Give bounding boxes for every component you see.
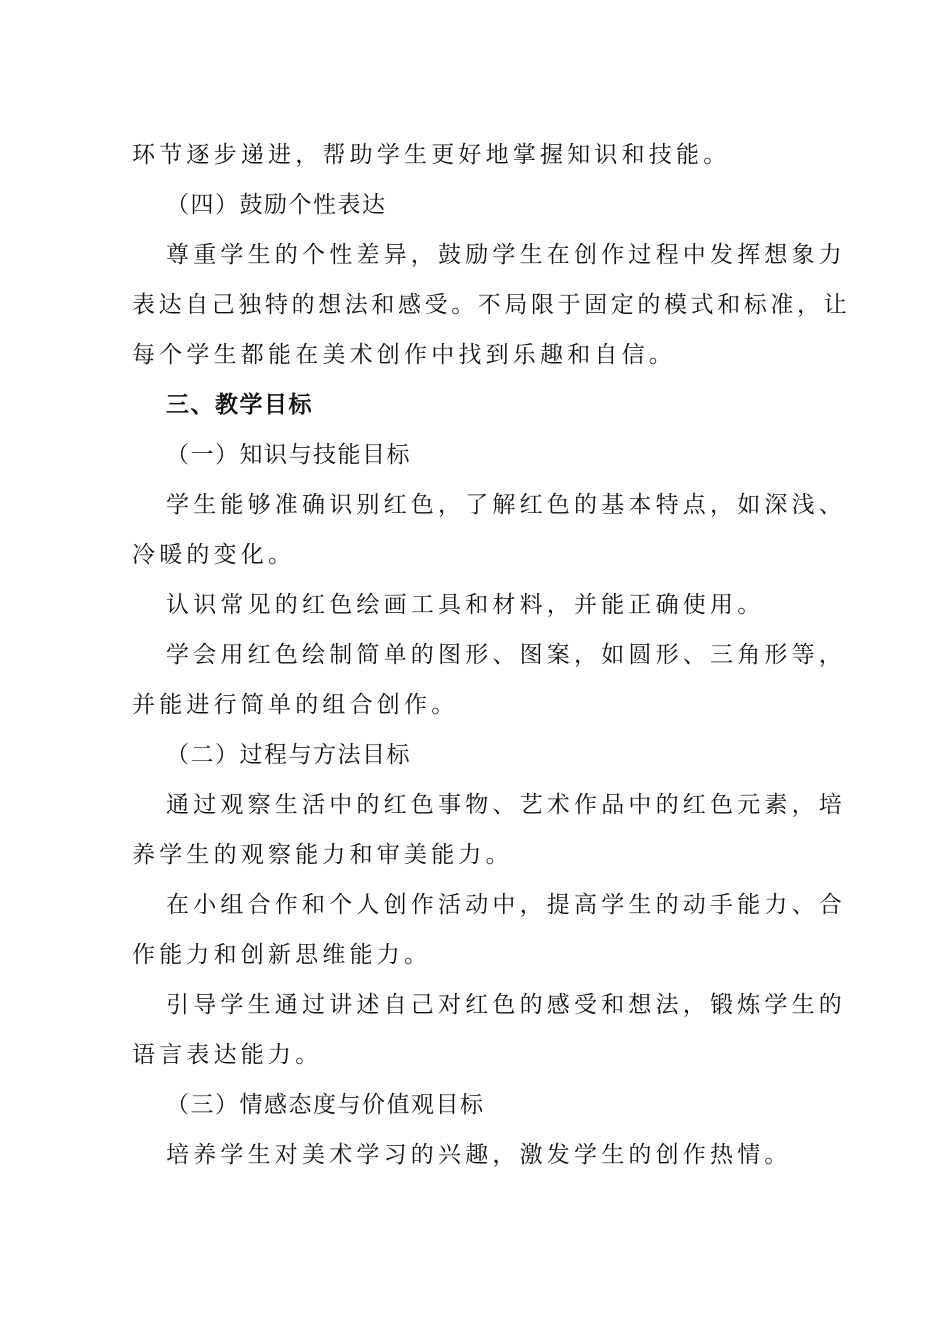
subheading-emotion-values: （三）情感态度与价值观目标	[166, 1092, 485, 1118]
paragraph-line: 通过观察生活中的红色事物、艺术作品中的红色元素，培	[166, 792, 846, 818]
subheading-process-methods: （二）过程与方法目标	[166, 742, 411, 768]
subheading-knowledge-skills: （一）知识与技能目标	[166, 442, 411, 468]
paragraph-line: 表达自己独特的想法和感受。不局限于固定的模式和标准，让	[132, 292, 851, 318]
paragraph-line: 养学生的观察能力和审美能力。	[132, 842, 513, 868]
paragraph-line: 引导学生通过讲述自己对红色的感受和想法，锻炼学生的	[166, 992, 846, 1018]
paragraph-line: 每个学生都能在美术创作中找到乐趣和自信。	[132, 342, 676, 368]
paragraph-line: 在小组合作和个人创作活动中，提高学生的动手能力、合	[166, 892, 846, 918]
paragraph-line: 冷暖的变化。	[132, 542, 296, 568]
subheading-encourage-expression: （四）鼓励个性表达	[166, 192, 387, 218]
paragraph-line: 语言表达能力。	[132, 1042, 323, 1068]
paragraph-line: 认识常见的红色绘画工具和材料，并能正确使用。	[166, 592, 765, 618]
paragraph-line: 培养学生对美术学习的兴趣，激发学生的创作热情。	[166, 1142, 792, 1168]
paragraph-line: 学会用红色绘制简单的图形、图案，如圆形、三角形等，	[166, 642, 846, 668]
paragraph-line: 作能力和创新思维能力。	[132, 942, 432, 968]
paragraph-line: 尊重学生的个性差异，鼓励学生在创作过程中发挥想象力	[166, 242, 846, 268]
section-heading-teaching-goals: 三、教学目标	[166, 391, 313, 418]
paragraph-line: 学生能够准确识别红色，了解红色的基本特点，如深浅、	[166, 492, 846, 518]
paragraph-line: 并能进行简单的组合创作。	[132, 692, 459, 718]
paragraph-line: 环节逐步递进，帮助学生更好地掌握知识和技能。	[132, 142, 731, 168]
